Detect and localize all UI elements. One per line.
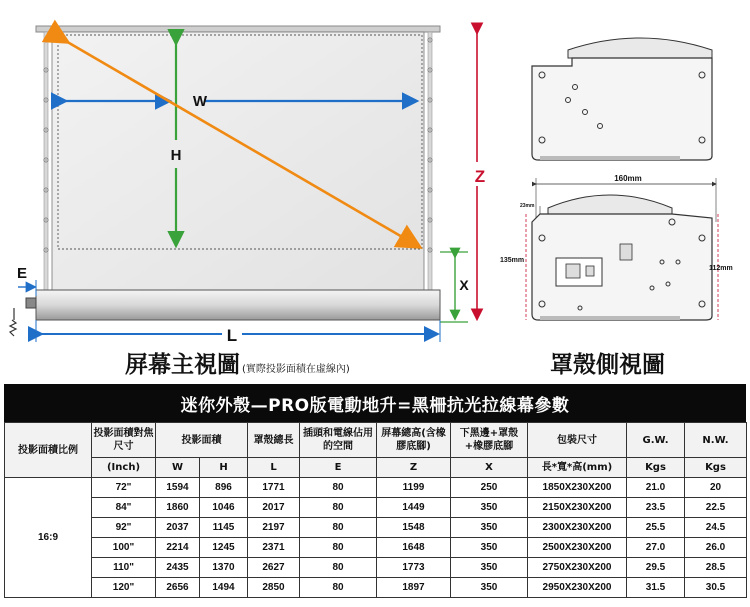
label-z: Z (474, 167, 486, 186)
table-row (5, 478, 747, 498)
header-black-edge: 下黑邊+罩殼+橡膠底腳 (451, 423, 528, 458)
cell-l: 2197 (248, 518, 300, 538)
cell-h: 1046 (200, 498, 248, 518)
cell-x: 250 (451, 478, 528, 498)
sub-x: X (451, 458, 528, 478)
header-total-length: 罩殼總長 (248, 423, 300, 458)
table-row (5, 538, 747, 558)
cell-size: 92" (92, 518, 156, 538)
cell-package: 2500X230X200 (528, 538, 627, 558)
cell-e: 80 (300, 538, 377, 558)
right-post (428, 32, 432, 290)
cell-h: 1245 (200, 538, 248, 558)
sub-package: 長*寬*高(mm) (528, 458, 627, 478)
sub-size: (Inch) (92, 458, 156, 478)
dim-tab: 23mm (520, 203, 535, 209)
cell-package: 2950X230X200 (528, 578, 627, 598)
cell-w: 1860 (156, 498, 200, 518)
cell-w: 2037 (156, 518, 200, 538)
table-row (5, 498, 747, 518)
cell-e: 80 (300, 578, 377, 598)
main-view-title: 屏幕主視圖 (125, 352, 240, 378)
cell-h: 896 (200, 478, 248, 498)
cell-ratio: 16:9 (5, 478, 92, 598)
cell-z: 1773 (377, 558, 451, 578)
cell-z: 1548 (377, 518, 451, 538)
label-e: E (16, 265, 28, 282)
label-h: H (170, 147, 182, 164)
side-view-bottom (500, 174, 733, 320)
cell-size: 84" (92, 498, 156, 518)
left-post (44, 32, 48, 290)
cell-z: 1199 (377, 478, 451, 498)
cell-z: 1648 (377, 538, 451, 558)
cell-nw: 22.5 (685, 498, 747, 518)
label-x: X (459, 277, 469, 293)
cell-w: 1594 (156, 478, 200, 498)
side-view-top (532, 38, 712, 160)
cell-l: 2627 (248, 558, 300, 578)
cell-e: 80 (300, 558, 377, 578)
header-ratio: 投影面積比例 (5, 423, 92, 478)
cell-l: 1771 (248, 478, 300, 498)
cell-l: 2371 (248, 538, 300, 558)
table-title: 迷你外殼—PRO版電動地升=黑柵抗光拉線幕參數 (4, 384, 746, 422)
cell-x: 350 (451, 498, 528, 518)
cell-z: 1449 (377, 498, 451, 518)
sub-gw: Kgs (627, 458, 685, 478)
label-l: L (226, 326, 238, 345)
sub-nw: Kgs (685, 458, 747, 478)
main-view-note: (實際投影面積在虛線內) (242, 364, 350, 375)
header-area: 投影面積 (156, 423, 248, 458)
cell-package: 2150X230X200 (528, 498, 627, 518)
cell-x: 350 (451, 538, 528, 558)
dim-depth: 112mm (709, 265, 733, 272)
label-w: W (192, 93, 208, 110)
cell-size: 72" (92, 478, 156, 498)
cell-l: 2850 (248, 578, 300, 598)
screen-surface (52, 32, 424, 290)
header-size: 投影面積對焦尺寸 (92, 423, 156, 458)
header-gw: G.W. (627, 423, 685, 458)
sub-z: Z (377, 458, 451, 478)
cell-gw: 29.5 (627, 558, 685, 578)
header-plug-space: 插頭和電線佔用的空間 (300, 423, 377, 458)
cell-w: 2656 (156, 578, 200, 598)
cell-nw: 26.0 (685, 538, 747, 558)
cell-size: 120" (92, 578, 156, 598)
cell-gw: 31.5 (627, 578, 685, 598)
cell-package: 2750X230X200 (528, 558, 627, 578)
dim-width: 160mm (614, 174, 642, 183)
cell-e: 80 (300, 518, 377, 538)
cell-nw: 28.5 (685, 558, 747, 578)
spec-table (4, 422, 747, 598)
screen-case (36, 290, 440, 320)
cell-h: 1370 (200, 558, 248, 578)
cell-gw: 23.5 (627, 498, 685, 518)
sub-e: E (300, 458, 377, 478)
power-switch (620, 244, 632, 260)
front-view (10, 26, 485, 345)
cell-h: 1494 (200, 578, 248, 598)
cell-size: 100" (92, 538, 156, 558)
cell-x: 350 (451, 558, 528, 578)
cell-gw: 25.5 (627, 518, 685, 538)
table-row (5, 518, 747, 538)
cell-x: 350 (451, 578, 528, 598)
cell-nw: 20 (685, 478, 747, 498)
header-package: 包裝尺寸 (528, 423, 627, 458)
side-view-caption: 罩殼側視圖 (550, 352, 665, 378)
table-row (5, 558, 747, 578)
header-nw: N.W. (685, 423, 747, 458)
dim-height: 135mm (500, 257, 525, 264)
cell-l: 2017 (248, 498, 300, 518)
cell-gw: 21.0 (627, 478, 685, 498)
cell-nw: 30.5 (685, 578, 747, 598)
cell-nw: 24.5 (685, 518, 747, 538)
sub-w: W (156, 458, 200, 478)
cell-gw: 27.0 (627, 538, 685, 558)
cell-h: 1145 (200, 518, 248, 538)
cell-package: 1850X230X200 (528, 478, 627, 498)
cell-size: 110" (92, 558, 156, 578)
sub-h: H (200, 458, 248, 478)
main-view-caption (125, 346, 350, 379)
cell-w: 2214 (156, 538, 200, 558)
sub-l: L (248, 458, 300, 478)
cell-x: 350 (451, 518, 528, 538)
cell-w: 2435 (156, 558, 200, 578)
cell-e: 80 (300, 478, 377, 498)
cell-e: 80 (300, 498, 377, 518)
table-row (5, 578, 747, 598)
header-height: 屏幕總高(含橡膠底腳) (377, 423, 451, 458)
cell-package: 2300X230X200 (528, 518, 627, 538)
cell-z: 1897 (377, 578, 451, 598)
spec-table-body (5, 478, 747, 598)
